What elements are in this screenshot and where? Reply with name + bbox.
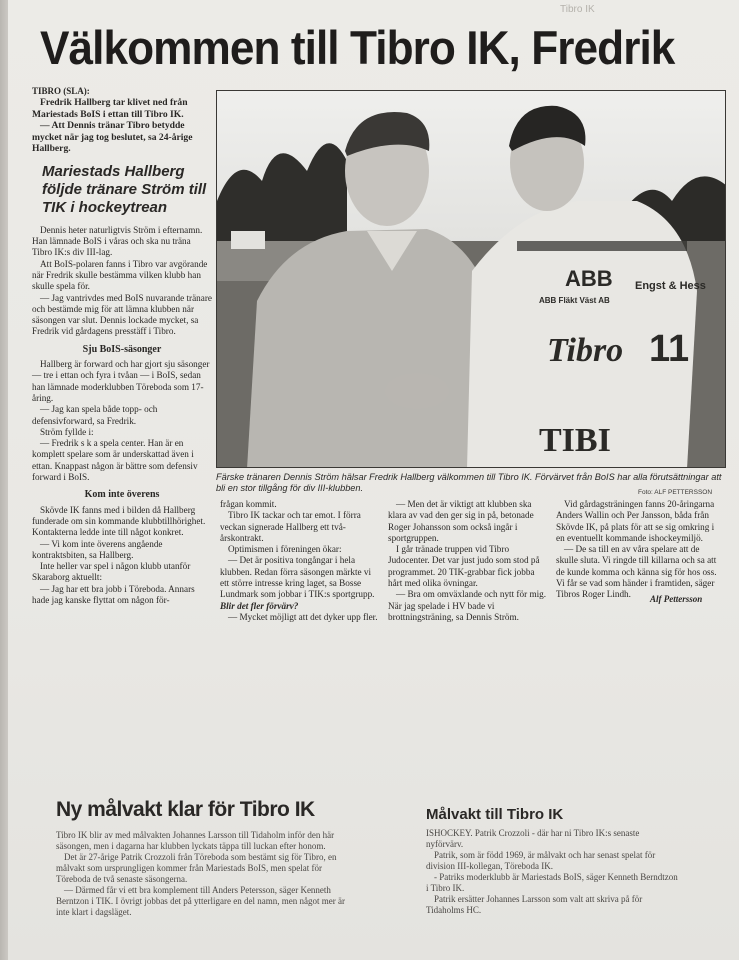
news-photo <box>216 90 726 468</box>
main-headline: Välkommen till Tibro IK, Fredrik <box>40 21 675 74</box>
column-4 <box>556 499 722 601</box>
lead-paragraph: Fredrik Hallberg tar klivet ned från Mariestads BoIS i ettan till Tibro IK. <box>32 97 188 120</box>
column-2 <box>220 499 380 623</box>
body-paragraph: Patrik, som är född 1969, är målvakt och har senast spelat för division III-kollegan, Töreboda IK. <box>426 850 656 871</box>
body-paragraph: — Det är positiva tongångar i hela klubben. Redan förra säsongen märkte vi ett större intresse kring laget, sa Bosse Lundmark som jobbar i TIK:s sportgrupp. <box>220 555 375 600</box>
body-paragraph: Vid gårdagsträningen fanns 20-åringarna Anders Wallin och Per Jansson, båda från Skövde IK, på plats för att se sig omkring i en eventuellt kommande ishockeymiljö. <box>556 499 715 543</box>
photo-credit: Foto: ALF PETTERSSON <box>638 489 713 496</box>
body-paragraph: — Bra om omväxlande och nytt för mig. När jag spelade i HV bade vi brottningsträning, sa Dennis Ström. <box>388 589 547 622</box>
body-paragraph: — Fredrik s k a spela center. Han är en komplett spelare som är underskattad även i ettan. Knappast någon är bättre som defensiv forward i BoIS. <box>32 438 198 483</box>
column-1 <box>32 86 212 606</box>
body-paragraph: Patrik ersätter Johannes Larsson som valt att skriva på för Tidaholms HC. <box>426 894 643 915</box>
jersey-logo: Tibro <box>547 332 624 369</box>
body-paragraph: Tibro IK blir av med målvakten Johannes Larsson till Tidaholm inför den här säsongen, men i dagarna har klubben lyckats täppa till luckan efter honom. <box>56 830 335 851</box>
body-paragraph: — Jag kan spela både topp- och defensivforward, sa Fredrik. <box>32 404 158 426</box>
body-paragraph: — Jag vantrivdes med BoIS nuvarande tränare och bestämde mig för att lämna klubben när säsongen var slut. Dennis lockade mycket, sa Fredrik vid gårdagens presstäff i Tibro. <box>32 292 212 337</box>
body-paragraph: — Men det är viktigt att klubben ska klara av vad den ger sig in på, betonade Roger Johansson som också ingår i sportgruppen. <box>388 499 534 543</box>
body-paragraph: Hallberg är forward och har gjort sju säsonger — tre i ettan och fyra i tvåan — i BoIS, sedan han lämnade moderklubben Töreboda som 17-åring. <box>32 359 210 403</box>
jersey-bottom-text: TIBI <box>539 422 611 459</box>
body-paragraph: Skövde IK fanns med i bilden då Hallberg funderade om sin kommande klubbtillhörighet. Kontakterna ledde inte till något konkret. <box>32 504 206 538</box>
dateline: TIBRO (SLA): <box>32 86 90 96</box>
jersey-sponsor: ABB <box>565 266 613 291</box>
body-paragraph: ISHOCKEY. Patrik Crozzoli - där har ni Tibro IK:s senaste nyförvärv. <box>426 828 640 849</box>
column-3 <box>388 499 548 623</box>
body-paragraph: Inte heller var spel i någon klubb utanför Skaraborg aktuellt: <box>32 561 191 583</box>
body-paragraph: — Därmed får vi ett bra komplement till Anders Petersson, säger Kenneth Berntzon i TIK. I övrigt jobbas det på ytterligare en del namn, men något mer är inte klart i dagsläget. <box>56 885 345 917</box>
body-paragraph: frågan kommit. <box>220 499 277 509</box>
body-paragraph: — Vi kom inte överens angående kontraktsbiten, sa Hallberg. <box>32 538 163 560</box>
photo-illustration <box>217 91 726 468</box>
photo-caption: Färske tränaren Dennis Ström hälsar Fredrik Hallberg välkommen till Tibro IK. Förvärvet från BoIS har alla förutsättningar att bli en stor tillgång för div III-klubben. <box>216 472 722 493</box>
question-line: Blir det fler förvärv? <box>220 600 299 611</box>
body-paragraph: Ström fyllde i: <box>40 426 94 437</box>
body-paragraph: Tibro IK tackar och tar emot. I förra veckan signerade Hallberg ett två-årskontrakt. <box>220 510 361 543</box>
body-paragraph: — Jag har ett bra jobb i Töreboda. Annars hade jag kanske flyttat om någon för- <box>32 583 195 605</box>
body-paragraph: Det är 27-årige Patrik Crozzoli från Töreboda som bestämt sig för Tibro, en målvakt som ursprungligen kommer från Mariestads BoIS, men spelat för Töreboda de två senaste säsongerna. <box>56 852 337 884</box>
crosshead: Kom inte överens <box>84 489 160 501</box>
byline: Alf Pettersson <box>650 594 703 604</box>
bottom-right-headline: Målvakt till Tibro IK <box>426 806 564 823</box>
jersey-sponsor: Engst & Hess <box>635 280 706 292</box>
jersey-sponsor: ABB Fläkt Väst AB <box>539 296 610 305</box>
body-paragraph: Optimismen i föreningen ökar: <box>228 544 342 555</box>
bottom-right-article <box>426 828 678 916</box>
bleed-through-text: Tibro IK <box>560 4 595 15</box>
body-paragraph: - Patriks moderklubb är Mariestads BoIS, säger Kenneth Berndtzon i Tibro IK. <box>426 872 678 893</box>
bottom-left-article <box>56 830 356 918</box>
jersey-number: 11 <box>649 328 690 370</box>
lead-paragraph: — Att Dennis tränar Tibro betydde mycket när jag tog beslutet, sa 24-årige Hallberg. <box>32 120 193 155</box>
body-paragraph: Dennis heter naturligtvis Ström i efternamn. Han lämnade BoIS i våras och ska nu träna Tibro IK:s div III-lag. <box>32 224 203 258</box>
body-paragraph: — Mycket möjligt att det dyker upp fler. <box>228 611 378 622</box>
body-paragraph: I går tränade truppen vid Tibro Judocenter. Det var just judo som stod på programmet. 20 TIK-grabbar fick jobba hårt med olika övningar. <box>388 544 540 589</box>
body-paragraph: — De sa till en av våra spelare att de skulle sluta. Vi ringde till killarna och sa att de kunde komma och känna sig för hos oss. Vi får se vad som händer i framtiden, säger Tibros Roger Lindh. <box>556 544 717 600</box>
crosshead: Sju BoIS-säsonger <box>82 343 162 355</box>
article-subhead: Mariestads Hallberg följde tränare Ström till TIK i hockeytrean <box>42 162 207 216</box>
bottom-left-headline: Ny målvakt klar för Tibro IK <box>56 798 315 821</box>
body-paragraph: Att BoIS-polaren fanns i Tibro var avgörande när Fredrik skulle bestämma vilken klubb han skulle spela för. <box>32 258 208 292</box>
